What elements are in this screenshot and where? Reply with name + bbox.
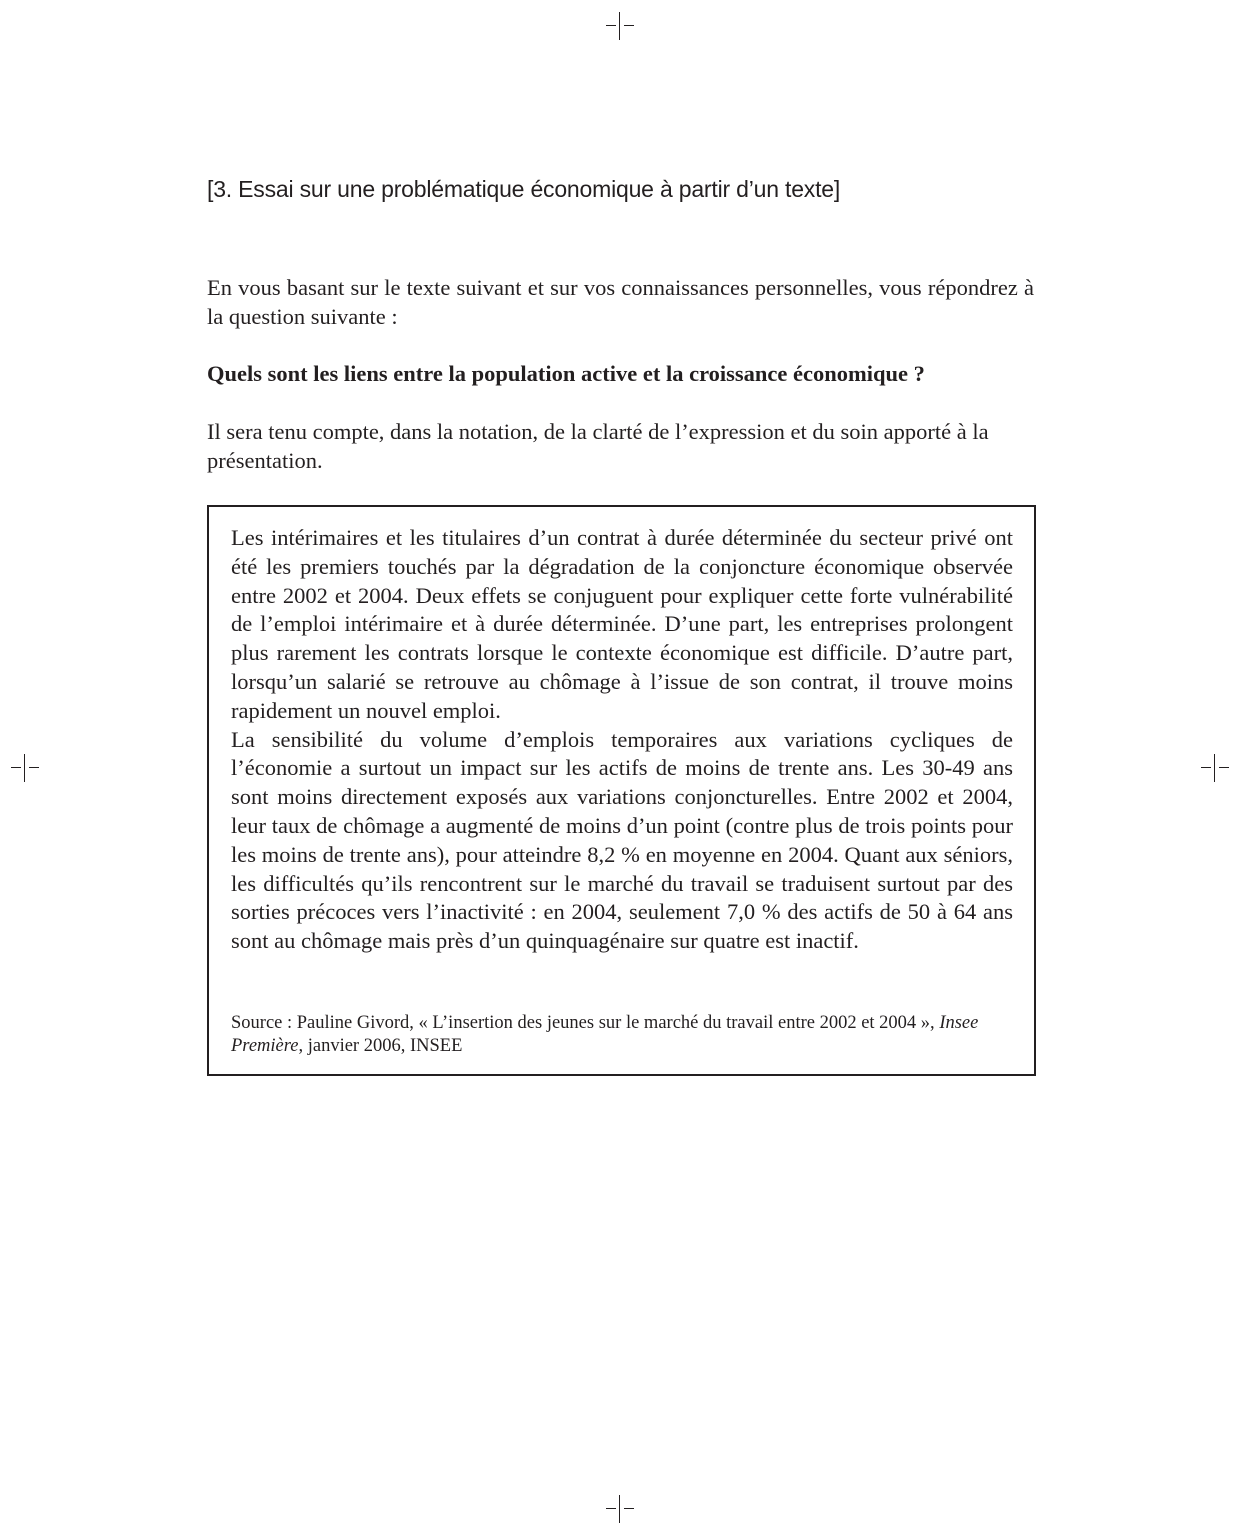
source-suffix: , janvier 2006, INSEE — [298, 1036, 463, 1056]
excerpt-box — [207, 505, 1036, 1076]
crop-mark-right-icon — [1201, 754, 1229, 782]
notation-note: Il sera tenu compte, dans la notation, de la clarté de l’expression et du soin apporté à la présentation. — [207, 419, 989, 473]
crop-mark-left-icon — [11, 754, 39, 782]
essay-question: Quels sont les liens entre la population active et la croissance économique ? — [207, 361, 925, 386]
source-citation — [231, 1012, 1013, 1058]
crop-mark-bottom-icon — [606, 1495, 634, 1523]
crop-mark-top-icon — [606, 12, 634, 40]
section-title: [3. Essai sur une problématique économique à partir d’un texte] — [207, 176, 841, 202]
excerpt-paragraph-2: La sensibilité du volume d’emplois temporaires aux variations cycliques de l’économie a surtout un impact sur les actifs de moins de trente ans. Les 30-49 ans sont moins directement exposés aux variations conjoncturelles. Entre 2002 et 2004, leur taux de chômage a augmenté de moins d’un point (contre plus de trois points pour les moins de trente ans), pour atteindre 8,2 % en moyenne en 2004. Quant aux séniors, les difficultés qu’ils rencontrent sur le marché du travail se traduisent surtout par des sorties précoces vers l’inactivité : en 2004, seulement 7,0 % des actifs de 50 à 64 ans sont au chômage mais près d’un quinquagénaire sur quatre est inactif. — [231, 726, 1013, 954]
excerpt-text — [231, 524, 1013, 956]
instructions-intro: En vous basant sur le texte suivant et sur vos connaissances personnelles, vous répondrez à la question suivante : — [207, 275, 1034, 329]
source-prefix: Source : Pauline Givord, « L’insertion des jeunes sur le marché du travail entre 2002 et 2004 », — [231, 1013, 940, 1033]
excerpt-paragraph-1: Les intérimaires et les titulaires d’un contrat à durée déterminée du secteur privé ont été les premiers touchés par la dégradation de la conjoncture économique observée entre 2002 et 2004. Deux effets se conjuguent pour expliquer cette forte vulnérabilité de l’emploi intérimaire et à durée déterminée. D’une part, les entreprises prolongent plus rarement les contrats lorsque le contexte économique est difficile. D’autre part, lorsqu’un salarié se retrouve au chômage à l’issue de son contrat, il trouve moins rapidement un nouvel emploi. — [231, 525, 1013, 723]
source-publication: Insee Première — [231, 1013, 979, 1056]
